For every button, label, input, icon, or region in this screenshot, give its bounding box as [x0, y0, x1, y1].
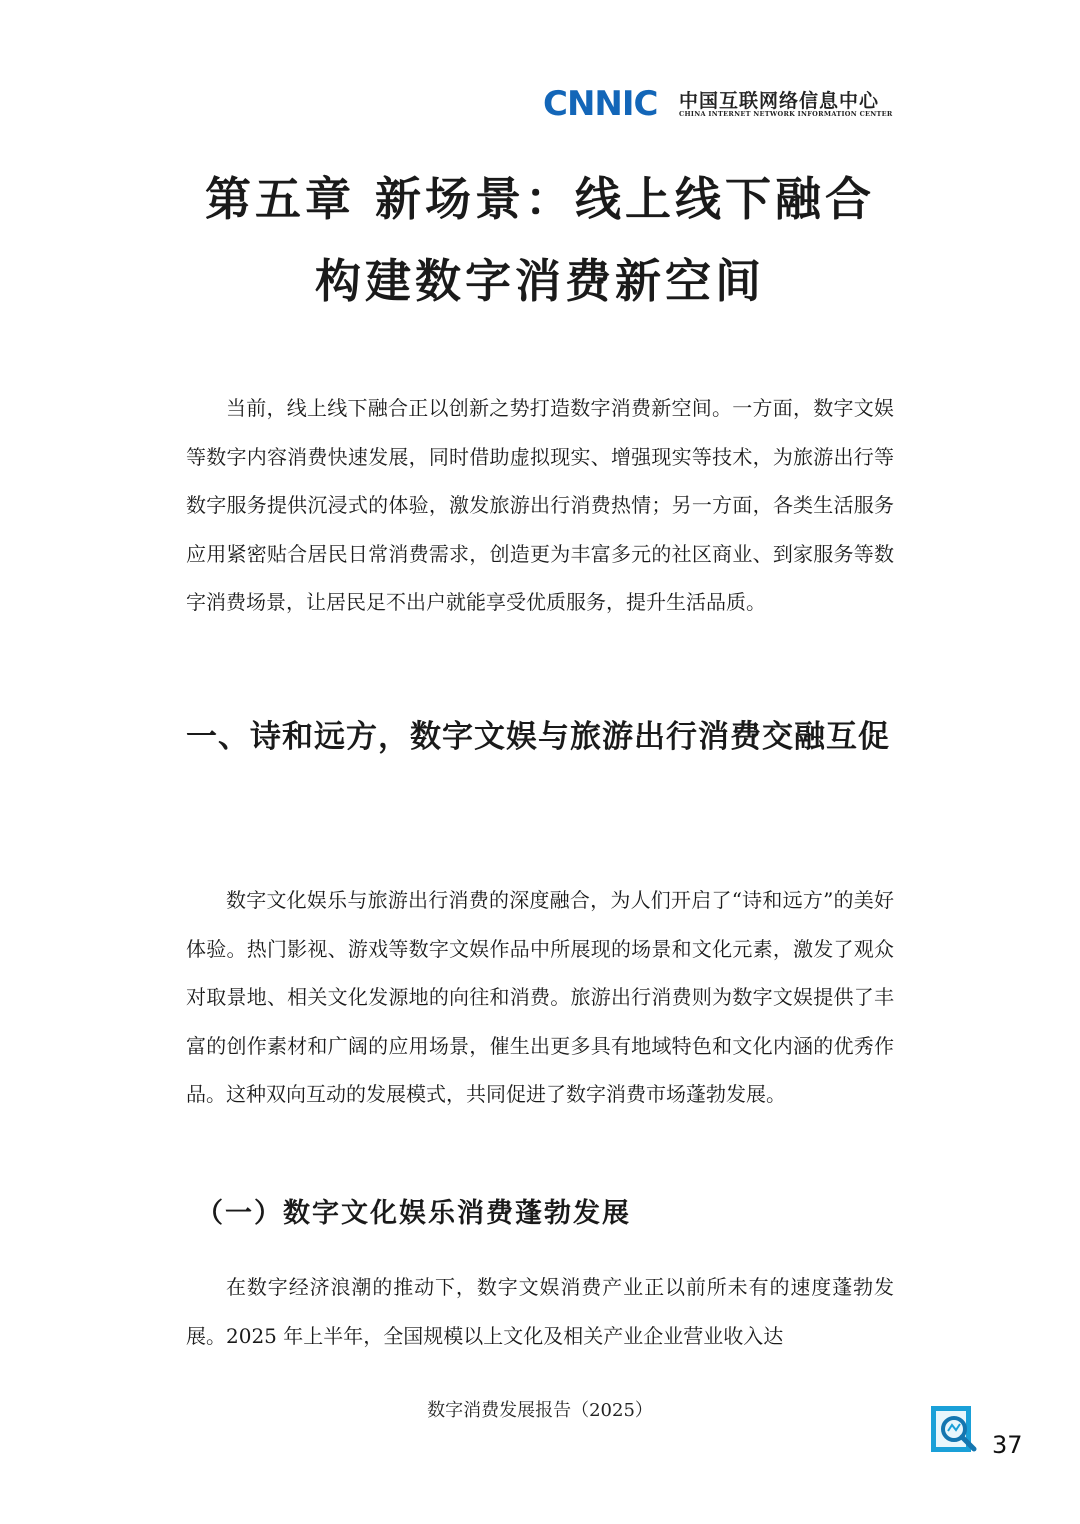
footer-report-title: 数字消费发展报告（2025） [427, 1400, 653, 1421]
chapter-title [0, 158, 1080, 322]
subsection-heading: （一）数字文化娱乐消费蓬勃发展 [196, 1198, 631, 1229]
cnnic-logo-mark: CNNIC [543, 84, 658, 124]
org-name-cn: 中国互联网络信息中心 [679, 90, 880, 112]
page-number: 37 [992, 1431, 1023, 1459]
org-name-en: CHINA INTERNET NETWORK INFORMATION CENTER [679, 110, 893, 118]
cnnic-logo [543, 84, 893, 124]
magnifier-report-icon [930, 1405, 980, 1455]
chapter-title-line2: 构建数字消费新空间 [315, 254, 765, 308]
section-paragraph: 数字文化娱乐与旅游出行消费的深度融合，为人们开启了“诗和远方”的美好体验。热门影视、游戏等数字文娱作品中所展现的场景和文化元素，激发了观众对取景地、相关文化发源地的向往和消费。旅游出行消费则为数字文娱提供了丰富的创作素材和广阔的应用场景，催生出更多具有地域特色和文化内涵的优秀作品。这种双向互动的发展模式，共同促进了数字消费市场蓬勃发展。 [186, 888, 894, 1107]
subsection-paragraph: 在数字经济浪潮的推动下，数字文娱消费产业正以前所未有的速度蓬勃发展。2025 年上半年，全国规模以上文化及相关产业企业营业收入达 [186, 1275, 894, 1348]
intro-paragraph: 当前，线上线下融合正以创新之势打造数字消费新空间。一方面，数字文娱等数字内容消费快速发展，同时借助虚拟现实、增强现实等技术，为旅游出行等数字服务提供沉浸式的体验，激发旅游出行消费热情；另一方面，各类生活服务应用紧密贴合居民日常消费需求，创造更为丰富多元的社区商业、到家服务等数字消费场景，让居民足不出户就能享受优质服务，提升生活品质。 [186, 396, 894, 615]
section-heading: 一、诗和远方，数字文娱与旅游出行消费交融互促 [186, 719, 890, 755]
chapter-title-line1: 第五章 新场景：线上线下融合 [204, 172, 875, 226]
